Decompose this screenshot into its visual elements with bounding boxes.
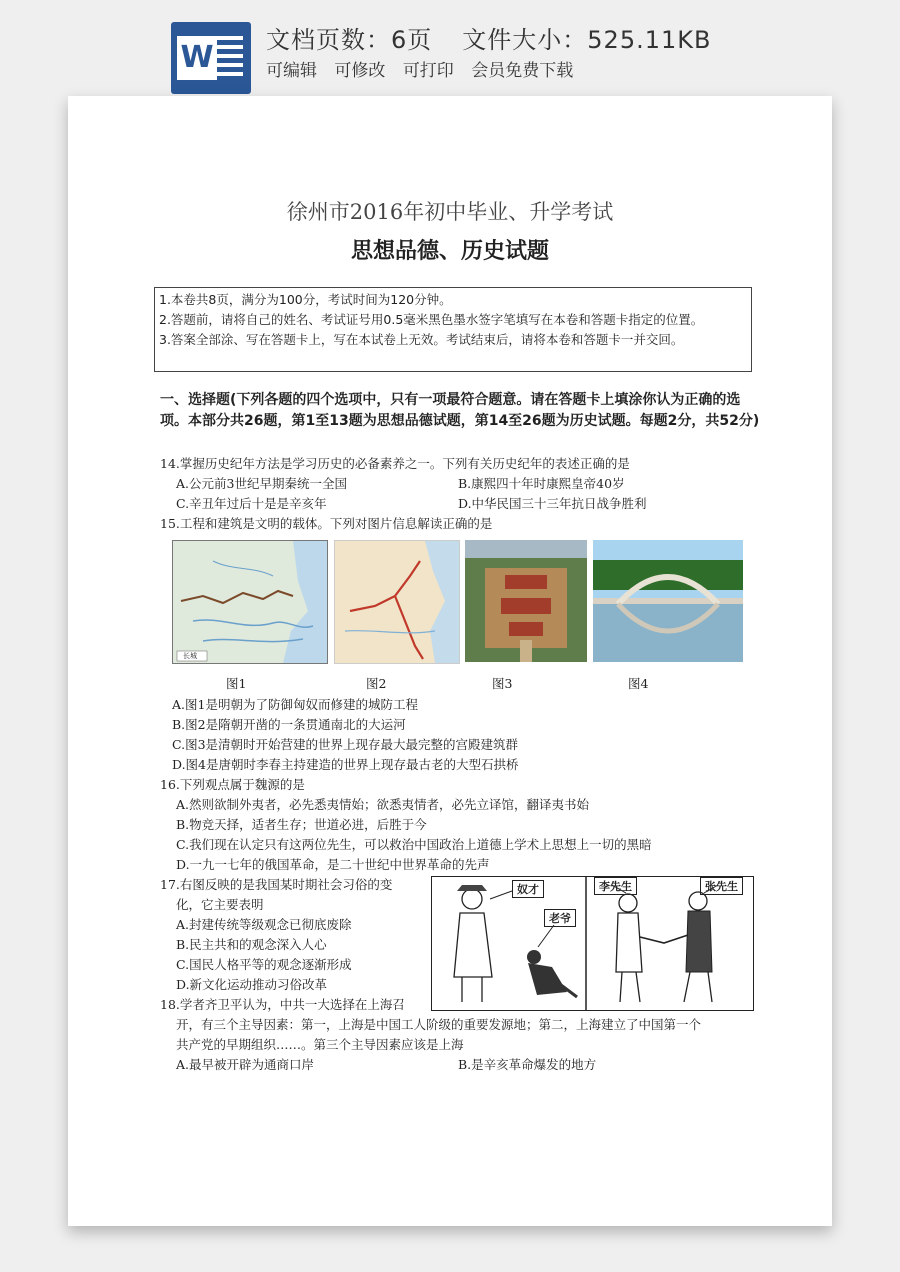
feature-modifiable: 可修改	[334, 61, 386, 81]
q18-option-b: B.是辛亥革命爆发的地方	[458, 1057, 597, 1072]
q16-option-b: B.物竞天择，适者生存；世道必进，后胜于今	[176, 817, 427, 832]
file-size: 文件大小：525.11KB	[462, 26, 712, 54]
q16-option-c: C.我们现在认定只有这两位先生，可以救治中国政治上道德上学术上思想上一切的黑暗	[176, 837, 652, 852]
q16-option-d: D.一九一七年的俄国革命，是二十世纪中世界革命的先声	[176, 857, 490, 872]
notice-line-3: 3.答案全部涂、写在答题卡上，写在本试卷上无效。考试结束后，请将本卷和答题卡一并交回。	[159, 332, 684, 347]
feature-printable: 可打印	[402, 61, 454, 81]
notice-line-1: 1.本卷共8页，满分为100分，考试时间为120分钟。	[159, 292, 452, 307]
cartoon-label-master: 老爷	[544, 909, 576, 927]
q14-stem: 14.掌握历史纪年方法是学习历史的必备素养之一。下列有关历史纪年的表述正确的是	[160, 456, 630, 471]
q15-option-d: D.图4是唐朝时李春主持建造的世界上现存最古老的大型石拱桥	[172, 757, 519, 772]
q18-stem-line-3: 共产党的早期组织……。第三个主导因素应该是上海	[176, 1037, 464, 1052]
q17-cartoon	[431, 876, 754, 1011]
caption-figure-1: 图1	[226, 676, 247, 691]
q18-stem-line-2: 开，有三个主导因素：第一，上海是中国工人阶级的重要发源地；第二，上海建立了中国第一个	[176, 1017, 702, 1032]
document-page	[68, 96, 832, 1226]
q15-option-a: A.图1是明朝为了防御匈奴而修建的城防工程	[172, 697, 418, 712]
q18-stem-line-1: 18.学者齐卫平认为，中共一大选择在上海召	[160, 997, 405, 1012]
q18-option-a: A.最早被开辟为通商口岸	[176, 1057, 315, 1072]
download-banner	[0, 0, 900, 96]
q15-stem: 15.工程和建筑是文明的载体。下列对图片信息解读正确的是	[160, 516, 493, 531]
figure-4-bridge-photo	[593, 540, 743, 662]
q17-option-c: C.国民人格平等的观念逐渐形成	[176, 957, 352, 972]
notice-box	[154, 287, 752, 372]
feature-list	[266, 56, 585, 81]
feature-editable: 可编辑	[266, 61, 317, 81]
q14-option-c: C.辛丑年过后十是是辛亥年	[176, 496, 327, 511]
exam-subtitle: 思想品德、历史试题	[350, 239, 549, 264]
q17-option-d: D.新文化运动推动习俗改革	[176, 977, 328, 992]
q16-stem: 16.下列观点属于魏源的是	[160, 777, 305, 792]
caption-figure-2: 图2	[366, 676, 387, 691]
cartoon-label-servant: 奴才	[512, 880, 544, 898]
page-count: 文档页数：6页	[266, 26, 433, 54]
exam-title: 徐州市2016年初中毕业、升学考试	[286, 200, 614, 224]
section-heading: 一、选择题(下列各题的四个选项中，只有一项最符合题意。请在答题卡上填涂你认为正确的选项。本部分共26题，第1至13题为思想品德试题，第14至26题为历史试题。每题2分，共52分)	[160, 392, 760, 429]
caption-figure-3: 图3	[492, 676, 513, 691]
feature-member-download[interactable]: 会员免费下载	[471, 61, 574, 81]
figure-1-legend: 长城	[183, 652, 197, 660]
q17-option-b: B.民主共和的观念深入人心	[176, 937, 327, 952]
word-document-icon: W	[171, 22, 251, 94]
q14-option-d: D.中华民国三十三年抗日战争胜利	[458, 496, 647, 511]
q15-option-c: C.图3是清朝时开始营建的世界上现存最大最完整的宫殿建筑群	[172, 737, 519, 752]
q14-option-a: A.公元前3世纪早期秦统一全国	[176, 476, 347, 491]
notice-line-2: 2.答题前，请将自己的姓名、考试证号用0.5毫米黑色墨水签字笔填写在本卷和答题卡指定的位置。	[159, 312, 704, 327]
figure-1-map	[172, 540, 328, 664]
caption-figure-4: 图4	[628, 676, 649, 691]
q14-option-b: B.康熙四十年时康熙皇帝40岁	[458, 476, 625, 491]
q16-option-a: A.然则欲制外夷者，必先悉夷情始；欲悉夷情者，必先立译馆，翻译夷书始	[176, 797, 590, 812]
q15-option-b: B.图2是隋朝开凿的一条贯通南北的大运河	[172, 717, 406, 732]
figure-3-palace-photo	[465, 540, 587, 662]
q17-stem-line-1: 17.右图反映的是我国某时期社会习俗的变	[160, 877, 393, 892]
cartoon-label-mr-li: 李先生	[594, 877, 637, 895]
cartoon-label-mr-zhang: 张先生	[700, 877, 743, 895]
q17-stem-line-2: 化，它主要表明	[176, 897, 264, 912]
figure-2-map	[334, 540, 460, 664]
file-info	[266, 20, 711, 55]
q17-option-a: A.封建传统等级观念已彻底废除	[176, 917, 352, 932]
